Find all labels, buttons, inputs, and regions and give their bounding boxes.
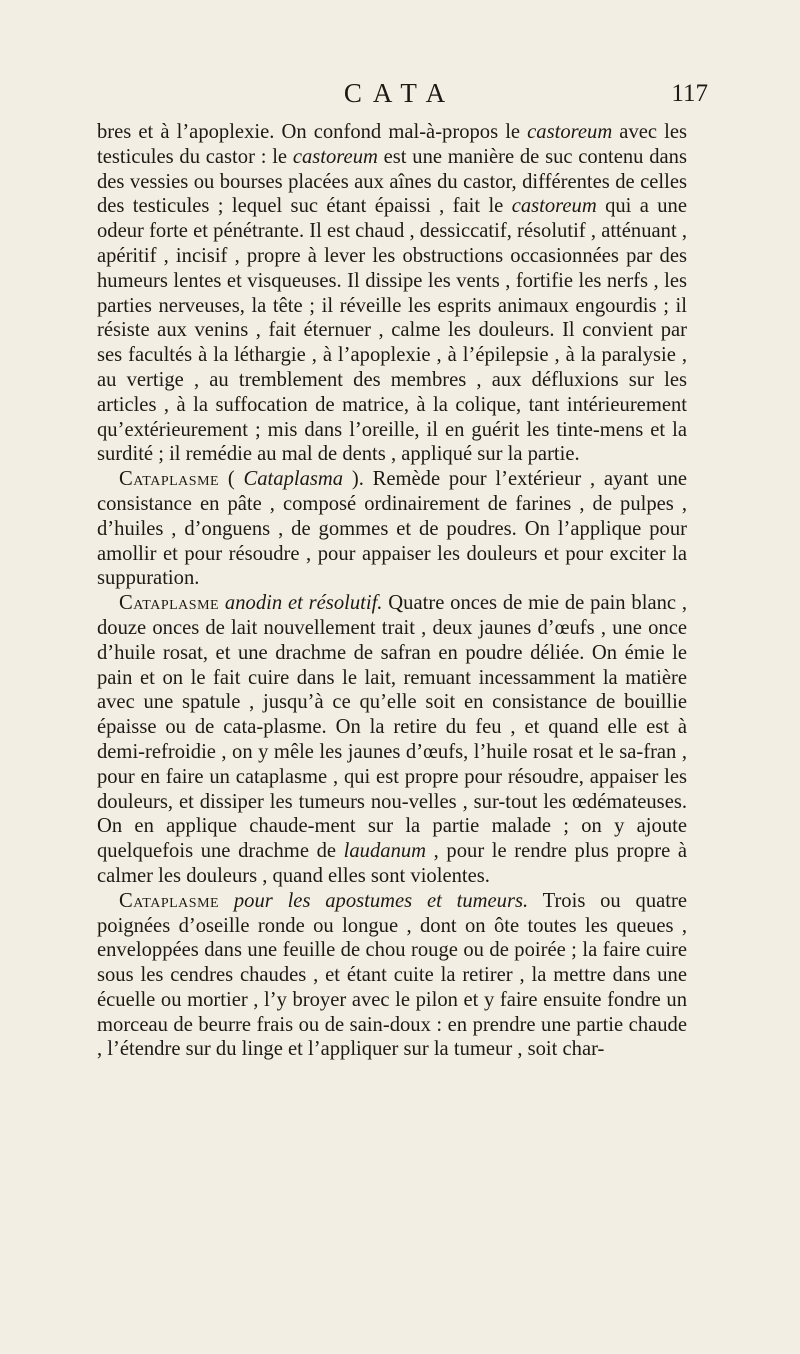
text-run: avec les testicules du castor : le [97, 121, 687, 168]
running-head: CATA [343, 78, 457, 108]
entry-headword: Cataplasme [119, 468, 220, 491]
italic-term: castoreum [511, 195, 597, 218]
entry-cataplasme-apostumes [97, 889, 687, 1063]
italic-term: laudanum [343, 840, 427, 863]
page-number: 117 [671, 80, 708, 107]
paragraph-castoreum-continued [97, 120, 687, 467]
italic-term: pour les apostumes et tumeurs. [233, 889, 529, 912]
text-run: Quatre onces de mie de pain blanc , douze onces de lait nouvellement trait , deux jaunes d’œufs , une once d’huile rosat, et une drachme de safran en poudre déliée. On émie le pain et on le fait cuire dans le lait, remuant incessamment la matière avec une spatule , jusqu’à ce qu’elle soit en consistance de bouillie épaisse ou de cata-plasme. On la retire du feu , et quand elle est à demi-refroidie , on y mêle les jaunes d’œufs, l’huile rosat et le sa-fran , pour en faire un cataplasme , qui est propre pour résoudre, appaiser les douleurs, et dissiper les tumeurs nou-velles , sur-tout les œdémateuses. On en applique chaude-ment sur la partie malade ; on y ajoute quelquefois une drachme de [97, 592, 688, 863]
entry-headword: Cataplasme [119, 889, 220, 912]
entry-cataplasme-anodin [97, 591, 687, 889]
entry-cataplasme [97, 467, 687, 591]
text-run [219, 890, 234, 912]
italic-term: anodin et résolutif. [224, 592, 383, 615]
page-header [0, 78, 800, 118]
italic-term: castoreum [292, 145, 378, 168]
italic-term: Cataplasma [243, 468, 344, 491]
italic-term: castoreum [527, 121, 613, 143]
text-run: ). Remède pour l’extérieur , ayant une consistance en pâte , composé ordinairement de farines , de pulpes , d’huiles , d’onguens , de gommes et de poudres. On l’applique pour amollir et pour résoudre , pour appaiser les douleurs et pour exciter la suppuration. [97, 468, 688, 590]
text-run: bres et à l’apoplexie. On confond mal-à-propos le [97, 121, 528, 143]
text-run: , pour le rendre plus propre à calmer les douleurs , quand elles sont violentes. [97, 840, 687, 887]
body-text [97, 120, 687, 1062]
text-run: Trois ou quatre poignées d’oseille ronde ou longue , dont on ôte toutes les queues , enveloppées dans une feuille de chou rouge ou de poirée ; la faire cuire sous les cendres chaudes , et étant cuite la retirer , la mettre dans une écuelle ou mortier , l’y broyer avec le pilon et y faire ensuite fondre un morceau de beurre frais ou de sain-doux : en prendre une partie chaude , l’étendre sur du linge et l’appliquer sur la tumeur , soit char- [97, 889, 687, 1061]
entry-headword: Cataplasme [119, 592, 220, 615]
text-run: est une manière de suc contenu dans des vessies ou bourses placées aux aînes du castor, différentes de celles des testicules ; lequel suc étant épaissi , fait le [97, 145, 687, 218]
text-run: qui a une odeur forte et pénétrante. Il est chaud , dessiccatif, résolutif , atténuant , apéritif , incisif , propre à lever les obstructions occasionnées par des humeurs lentes et visqueuses. Il dissipe les vents , fortifie les nerfs , les parties nerveuses, la tête ; il réveille les esprits animaux engourdis ; il résiste aux venins , fait éternuer , calme les douleurs. Il convient par ses facultés à la léthargie , à l’apoplexie , à l’épilepsie , à la paralysie , au vertige , au tremblement des membres , aux défluxions sur les articles , à la suffocation de matrice, à la colique, tant intérieurement qu’extérieurement ; mis dans l’oreille, il en guérit les tinte-mens et la surdité ; il remédie au mal de dents , appliqué sur la partie. [97, 195, 687, 466]
text-run: ( [219, 468, 244, 491]
